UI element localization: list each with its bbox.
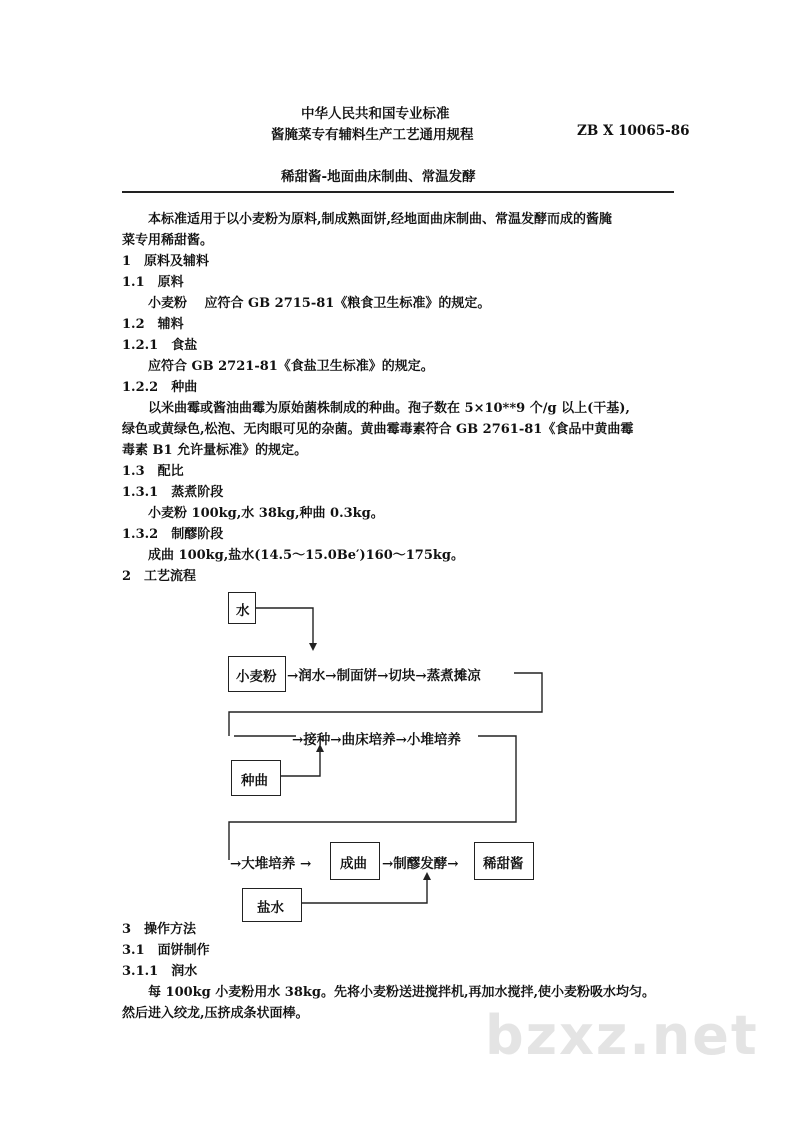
label-mash-fermentation: →制醪发酵→ bbox=[382, 856, 459, 872]
section-1-heading: 1 原料及辅料 bbox=[122, 254, 210, 269]
intro-line-2: 菜专用稀甜酱。 bbox=[122, 233, 214, 248]
section-1-2-2-heading: 1.2.2 种曲 bbox=[122, 380, 198, 395]
regulation-title: 酱腌菜专有辅料生产工艺通用规程 bbox=[271, 127, 474, 143]
process-row-1: →润水→制面饼→切块→蒸煮摊凉 bbox=[287, 668, 481, 684]
box-brine bbox=[242, 888, 302, 922]
section-3-heading: 3 操作方法 bbox=[122, 922, 197, 937]
section-3-1-1-heading: 3.1.1 润水 bbox=[122, 964, 198, 979]
box-water bbox=[228, 592, 256, 624]
section-3-1-heading: 3.1 面饼制作 bbox=[122, 943, 210, 958]
section-1-2-2-line-3: 毒素 B1 允许量标准》的规定。 bbox=[122, 443, 308, 458]
label-water: 水 bbox=[236, 603, 250, 619]
standard-title: 中华人民共和国专业标准 bbox=[301, 106, 450, 122]
arrowhead-down-water bbox=[309, 643, 317, 651]
label-brine: 盐水 bbox=[257, 900, 284, 916]
watermark: bzxz.net bbox=[485, 1004, 759, 1067]
section-1-2-1-heading: 1.2.1 食盐 bbox=[122, 338, 198, 353]
section-1-2-2-line-1: 以米曲霉或酱油曲霉为原始菌株制成的种曲。孢子数在 5×10**9 个/g 以上(干基), bbox=[148, 401, 630, 416]
section-1-2-heading: 1.2 辅料 bbox=[122, 317, 184, 332]
process-row-2: →接种→曲床培养→小堆培养 bbox=[292, 732, 461, 748]
section-3-1-1-line-2: 然后进入绞龙,压挤成条状面棒。 bbox=[122, 1006, 309, 1021]
box-wheat-flour bbox=[228, 656, 286, 692]
section-1-2-2-line-2: 绿色或黄绿色,松泡、无肉眼可见的杂菌。黄曲霉毒素符合 GB 2761-81《食品中黄曲霉 bbox=[122, 422, 634, 437]
arrowhead-up-brine bbox=[423, 872, 431, 880]
label-finished-koji: 成曲 bbox=[340, 856, 367, 872]
section-1-3-2-heading: 1.3.2 制醪阶段 bbox=[122, 527, 224, 542]
standard-code: ZB X 10065-86 bbox=[577, 123, 690, 139]
label-wheat-flour: 小麦粉 bbox=[236, 669, 277, 685]
box-sweet-sauce bbox=[474, 842, 534, 880]
section-1-3-1-heading: 1.3.1 蒸煮阶段 bbox=[122, 485, 224, 500]
section-1-2-1-text: 应符合 GB 2721-81《食盐卫生标准》的规定。 bbox=[148, 359, 434, 374]
section-1-1-heading: 1.1 原料 bbox=[122, 275, 184, 290]
label-sweet-sauce: 稀甜酱 bbox=[483, 856, 524, 872]
connector-starter bbox=[280, 752, 320, 776]
section-1-3-2-text: 成曲 100kg,盐水(14.5～15.0Be′)160～175kg。 bbox=[148, 548, 464, 563]
document-subtitle: 稀甜酱-地面曲床制曲、常温发酵 bbox=[281, 169, 476, 185]
section-2-heading: 2 工艺流程 bbox=[122, 569, 197, 584]
section-1-3-heading: 1.3 配比 bbox=[122, 464, 184, 479]
section-1-1-text: 小麦粉 应符合 GB 2715-81《粮食卫生标准》的规定。 bbox=[148, 296, 491, 311]
box-starter-culture bbox=[231, 760, 281, 796]
section-1-3-1-text: 小麦粉 100kg,水 38kg,种曲 0.3kg。 bbox=[148, 506, 384, 521]
section-3-1-1-line-1: 每 100kg 小麦粉用水 38kg。先将小麦粉送进搅拌机,再加水搅拌,使小麦粉吸水均匀。 bbox=[148, 985, 656, 1000]
box-finished-koji bbox=[330, 842, 380, 880]
label-starter-culture: 种曲 bbox=[241, 773, 268, 789]
label-big-pile-cultivation: →大堆培养 → bbox=[230, 856, 312, 872]
connector-brine bbox=[302, 880, 427, 903]
connector-water bbox=[256, 608, 313, 643]
intro-line-1: 本标准适用于以小麦粉为原料,制成熟面饼,经地面曲床制曲、常温发酵而成的酱腌 bbox=[148, 212, 613, 227]
